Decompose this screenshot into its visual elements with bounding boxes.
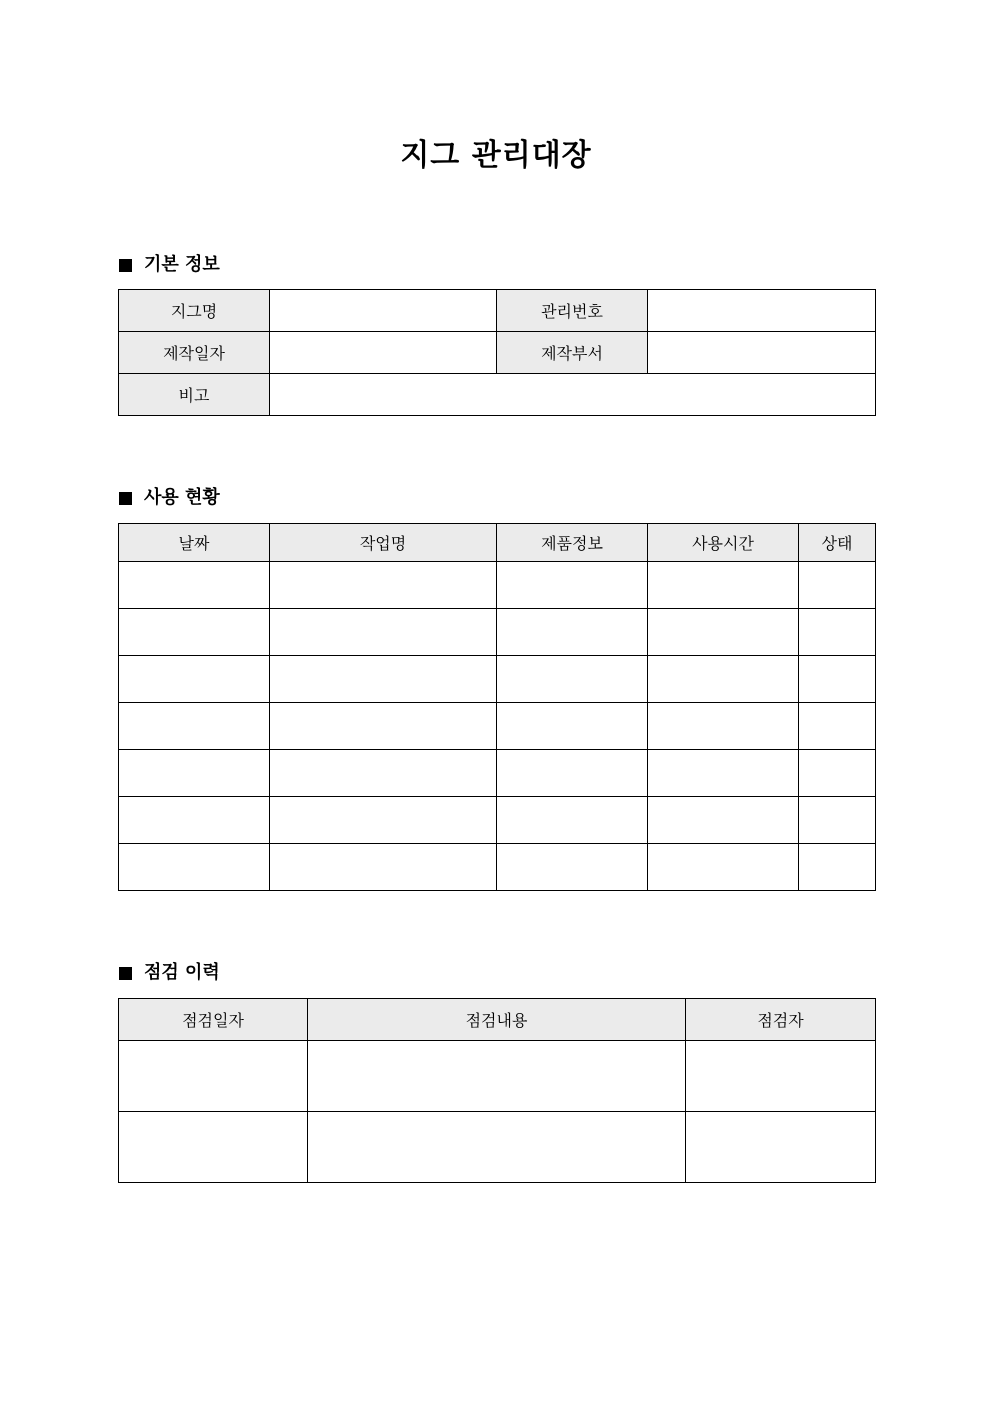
section-heading-text: 사용 현황 (144, 487, 220, 508)
table-row (119, 332, 876, 374)
section-heading-text: 기본 정보 (144, 254, 220, 275)
column-header-task-name: 작업명 (270, 524, 497, 562)
cell-date[interactable] (119, 750, 270, 797)
column-header-inspection-date: 점검일자 (119, 999, 308, 1041)
cell-usage-time[interactable] (648, 750, 799, 797)
page-title: 지그 관리대장 (400, 138, 592, 173)
table-row (119, 374, 876, 416)
cell-inspector[interactable] (686, 1112, 876, 1183)
cell-status[interactable] (799, 656, 876, 703)
basic-info-table (118, 289, 876, 416)
cell-task-name[interactable] (270, 797, 497, 844)
table-row (119, 656, 876, 703)
cell-date[interactable] (119, 562, 270, 609)
cell-status[interactable] (799, 750, 876, 797)
cell-status[interactable] (799, 797, 876, 844)
label-remarks: 비고 (119, 374, 270, 416)
section-heading-inspection-history (119, 961, 220, 985)
cell-usage-time[interactable] (648, 656, 799, 703)
table-row (119, 703, 876, 750)
cell-product-info[interactable] (497, 797, 648, 844)
cell-date[interactable] (119, 844, 270, 891)
cell-date[interactable] (119, 797, 270, 844)
field-production-date[interactable] (270, 332, 497, 374)
field-management-no[interactable] (648, 290, 876, 332)
cell-task-name[interactable] (270, 703, 497, 750)
cell-usage-time[interactable] (648, 562, 799, 609)
cell-product-info[interactable] (497, 609, 648, 656)
square-bullet-icon (119, 967, 132, 980)
usage-status-table (118, 523, 876, 891)
cell-inspection-date[interactable] (119, 1041, 308, 1112)
cell-status[interactable] (799, 609, 876, 656)
cell-task-name[interactable] (270, 750, 497, 797)
cell-date[interactable] (119, 703, 270, 750)
table-row (119, 1041, 876, 1112)
square-bullet-icon (119, 259, 132, 272)
cell-task-name[interactable] (270, 656, 497, 703)
cell-status[interactable] (799, 703, 876, 750)
cell-inspection-content[interactable] (308, 1112, 686, 1183)
cell-usage-time[interactable] (648, 609, 799, 656)
section-heading-basic-info (119, 253, 220, 277)
inspection-history-table (118, 998, 876, 1183)
column-header-inspection-content: 점검내용 (308, 999, 686, 1041)
cell-inspection-date[interactable] (119, 1112, 308, 1183)
label-production-dept: 제작부서 (497, 332, 648, 374)
label-production-date: 제작일자 (119, 332, 270, 374)
section-heading-usage-status (119, 486, 220, 510)
table-row (119, 844, 876, 891)
cell-status[interactable] (799, 844, 876, 891)
table-row (119, 290, 876, 332)
table-row (119, 797, 876, 844)
cell-usage-time[interactable] (648, 703, 799, 750)
cell-inspector[interactable] (686, 1041, 876, 1112)
cell-date[interactable] (119, 609, 270, 656)
table-row (119, 609, 876, 656)
cell-product-info[interactable] (497, 750, 648, 797)
table-header-row (119, 999, 876, 1041)
square-bullet-icon (119, 492, 132, 505)
label-jig-name: 지그명 (119, 290, 270, 332)
column-header-status: 상태 (799, 524, 876, 562)
field-jig-name[interactable] (270, 290, 497, 332)
section-heading-text: 점검 이력 (144, 962, 220, 983)
cell-task-name[interactable] (270, 562, 497, 609)
column-header-date: 날짜 (119, 524, 270, 562)
table-row (119, 1112, 876, 1183)
cell-task-name[interactable] (270, 844, 497, 891)
cell-status[interactable] (799, 562, 876, 609)
cell-product-info[interactable] (497, 844, 648, 891)
label-management-no: 관리번호 (497, 290, 648, 332)
cell-product-info[interactable] (497, 703, 648, 750)
column-header-product-info: 제품정보 (497, 524, 648, 562)
cell-usage-time[interactable] (648, 844, 799, 891)
cell-product-info[interactable] (497, 656, 648, 703)
column-header-inspector: 점검자 (686, 999, 876, 1041)
cell-usage-time[interactable] (648, 797, 799, 844)
cell-task-name[interactable] (270, 609, 497, 656)
cell-inspection-content[interactable] (308, 1041, 686, 1112)
cell-product-info[interactable] (497, 562, 648, 609)
cell-date[interactable] (119, 656, 270, 703)
table-row (119, 750, 876, 797)
table-header-row (119, 524, 876, 562)
table-row (119, 562, 876, 609)
field-production-dept[interactable] (648, 332, 876, 374)
column-header-usage-time: 사용시간 (648, 524, 799, 562)
field-remarks[interactable] (270, 374, 876, 416)
